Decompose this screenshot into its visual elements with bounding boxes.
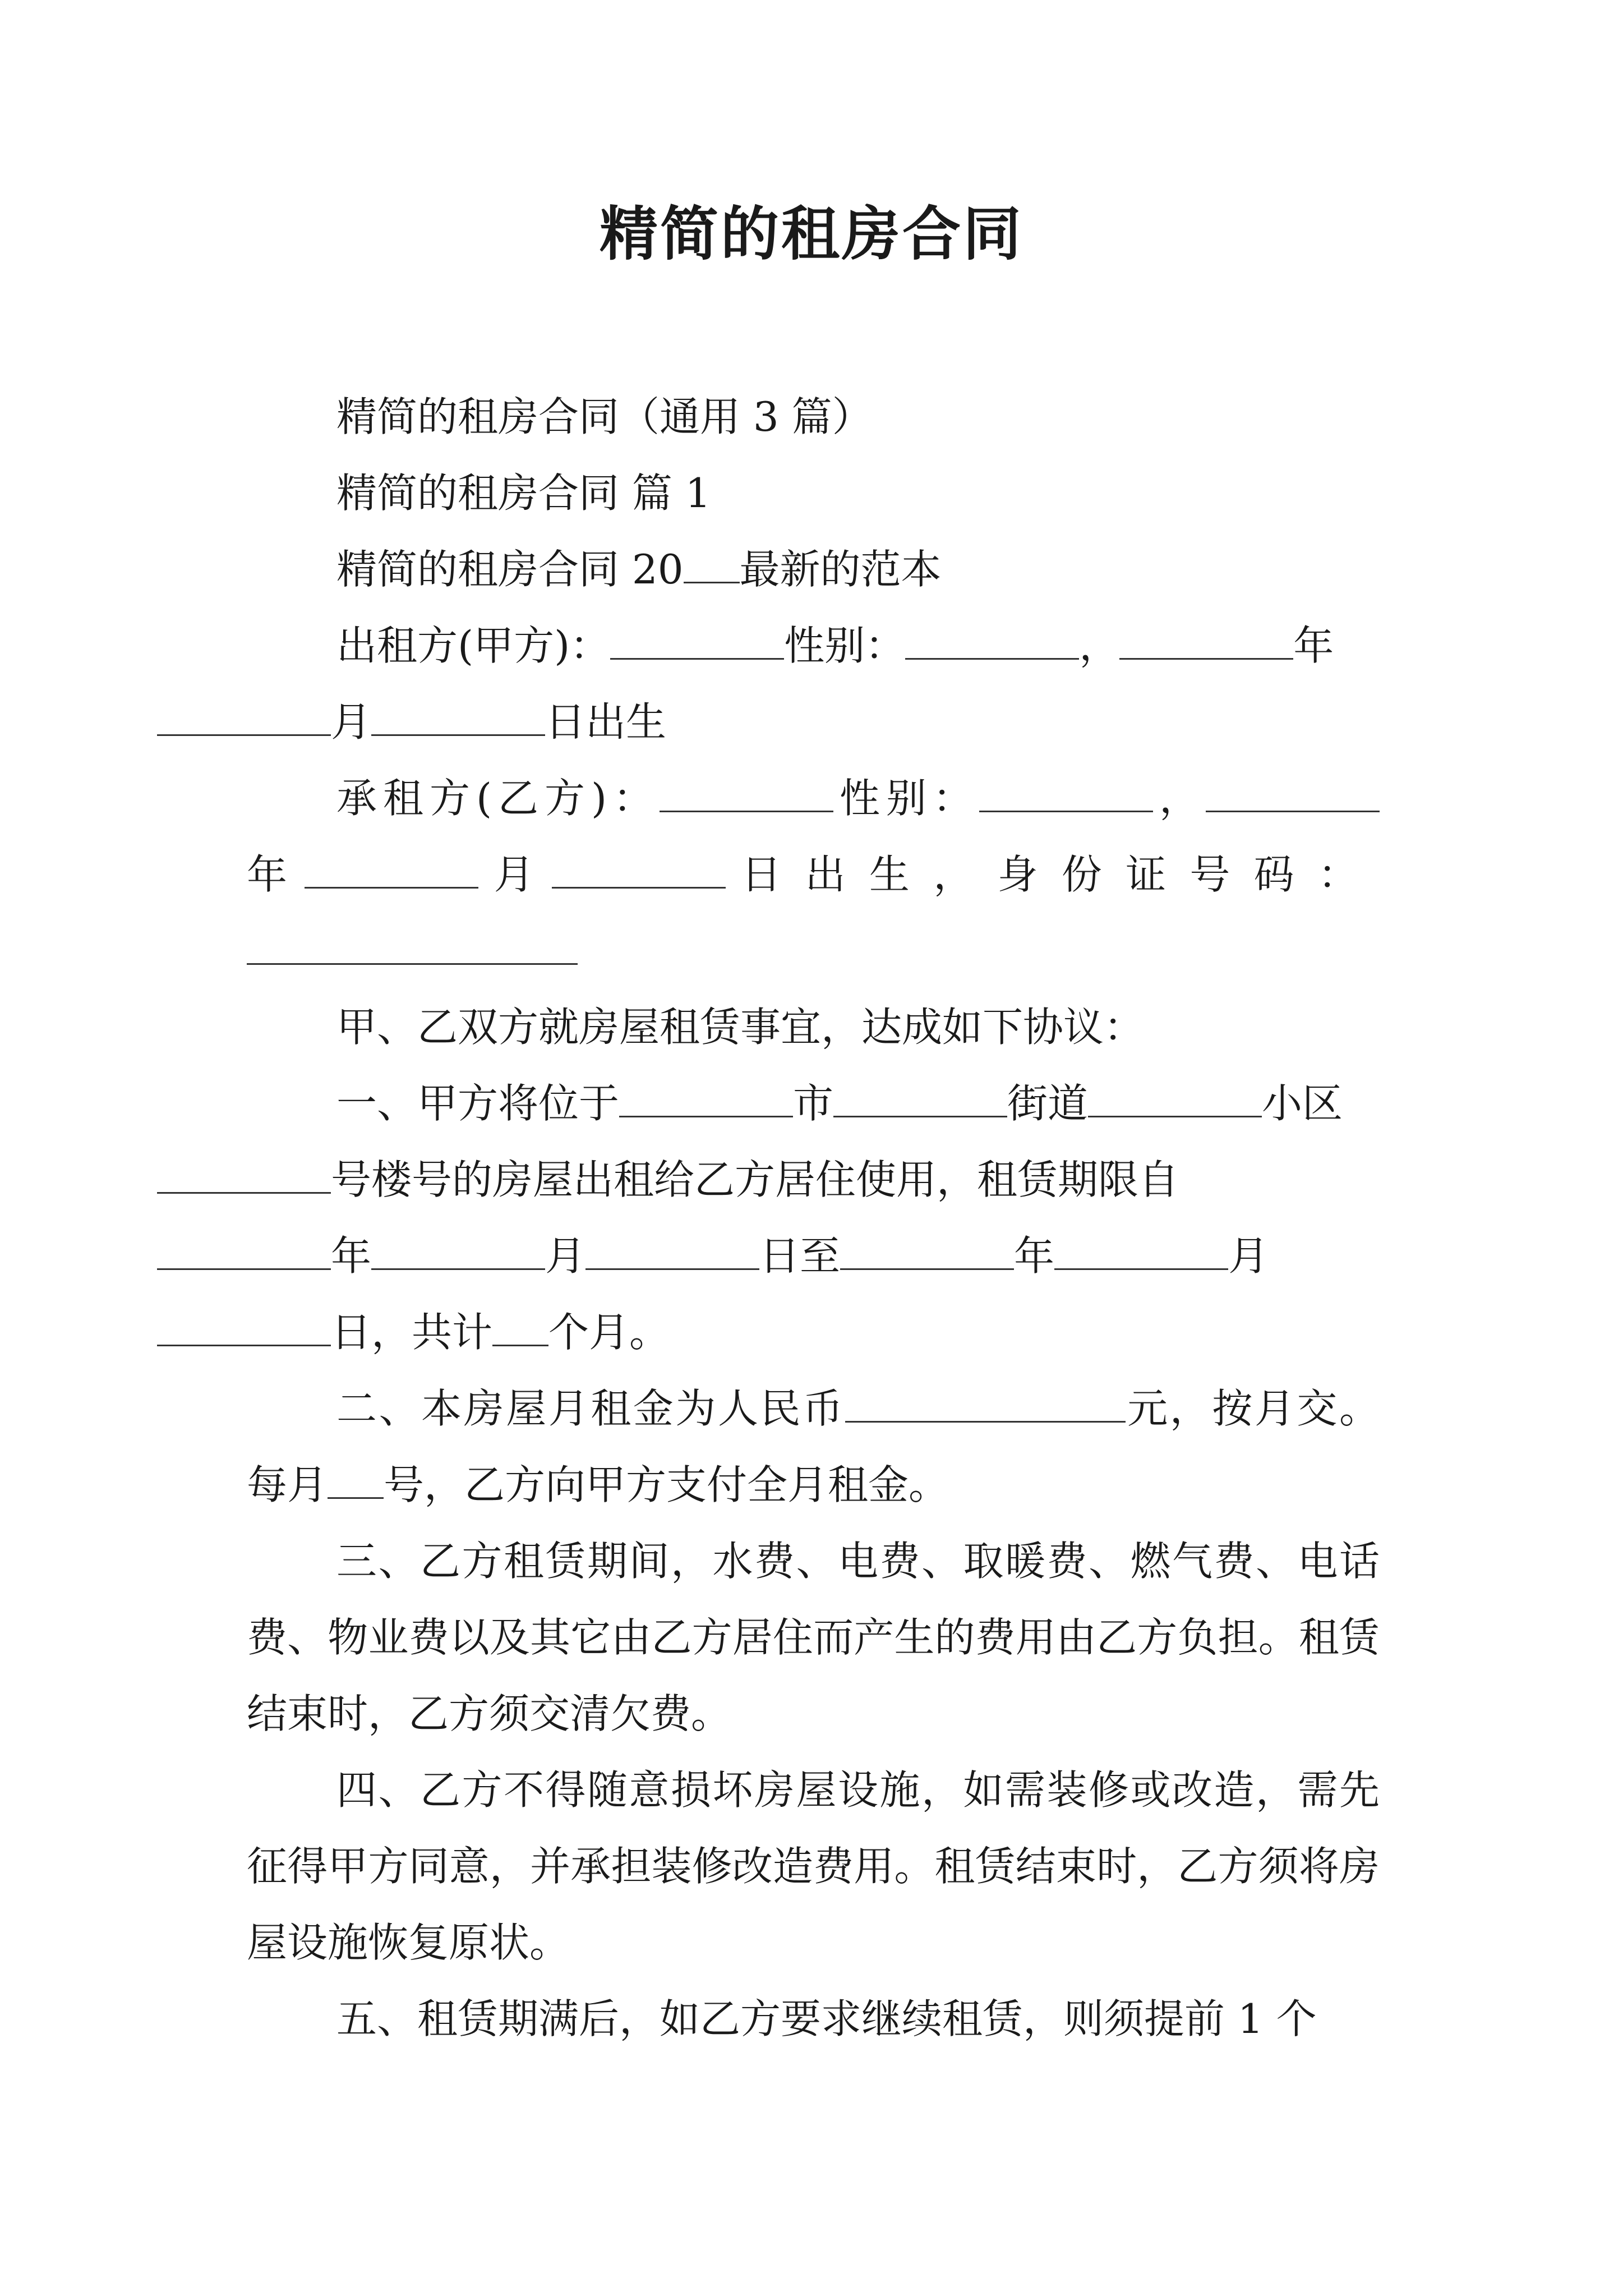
end-day-blank	[157, 1303, 331, 1346]
city-blank	[619, 1074, 793, 1117]
clause-5: 五、租赁期满后，如乙方要求继续租赁，则须提前 1 个	[336, 1995, 1317, 2042]
tenant-birth-month-blank	[305, 845, 478, 889]
months-blank	[492, 1303, 548, 1346]
landlord-info: 出租方(甲方)： 性别： ， 年 月 日出生	[247, 608, 1380, 760]
tenant-id-line	[247, 913, 1380, 989]
clause-3: 三、乙方租赁期间，水费、电费、取暖费、燃气费、电话费、物业费以及其它由乙方居住而产生的费用由乙方负担。租赁结束时，乙方须交清欠费。	[247, 1538, 1380, 1737]
document-title: 精简的租房合同	[599, 199, 1023, 268]
heading-template: 精简的租房合同 20 最新的范本	[247, 531, 1380, 608]
street-blank	[833, 1074, 1007, 1117]
tenant-birth-day-blank	[552, 845, 726, 889]
year-blank	[684, 540, 740, 583]
agreement-intro: 甲、乙双方就房屋租赁事宜，达成如下协议：	[336, 1004, 1145, 1051]
landlord-gender-blank	[905, 616, 1079, 660]
end-year-blank	[840, 1226, 1014, 1270]
clause-4: 四、乙方不得随意损坏房屋设施，如需装修或改造，需先征得甲方同意，并承担装修改造费用。租赁结束时，乙方须将房屋设施恢复原状。	[247, 1766, 1380, 1966]
landlord-name-blank	[610, 616, 784, 660]
tenant-birth-year-blank	[1206, 769, 1380, 812]
start-day-blank	[585, 1226, 759, 1270]
tenant-info-cont: 年 月 日出生，身份证号码：	[247, 836, 1380, 913]
rent-amount-blank	[845, 1379, 1126, 1423]
community-blank	[1088, 1074, 1262, 1117]
landlord-birth-day-blank	[371, 692, 545, 736]
clause-1: 一、甲方将位于 市 街道 小区 号楼号的房屋出租给乙方居住使用，租赁期限自 年 月 日至 年 月 日，共计 个月。	[247, 1065, 1380, 1370]
building-blank	[157, 1150, 331, 1194]
document-body	[247, 379, 1380, 2057]
tenant-id-blank	[247, 921, 578, 965]
start-month-blank	[371, 1226, 545, 1270]
heading-part-1: 精简的租房合同 篇 1	[336, 470, 711, 517]
heading-general: 精简的租房合同（通用 3 篇）	[336, 393, 873, 440]
landlord-birth-year-blank	[1119, 616, 1293, 660]
tenant-info: 承租方(乙方)： 性别： ，	[247, 760, 1380, 836]
start-year-blank	[157, 1226, 331, 1270]
landlord-birth-month-blank	[157, 692, 331, 736]
clause-2: 二、本房屋月租金为人民币 元，按月交。每月 号，乙方向甲方支付全月租金。	[247, 1370, 1380, 1523]
tenant-gender-blank	[979, 769, 1153, 812]
tenant-name-blank	[660, 769, 833, 812]
end-month-blank	[1054, 1226, 1228, 1270]
pay-day-blank	[328, 1455, 384, 1499]
